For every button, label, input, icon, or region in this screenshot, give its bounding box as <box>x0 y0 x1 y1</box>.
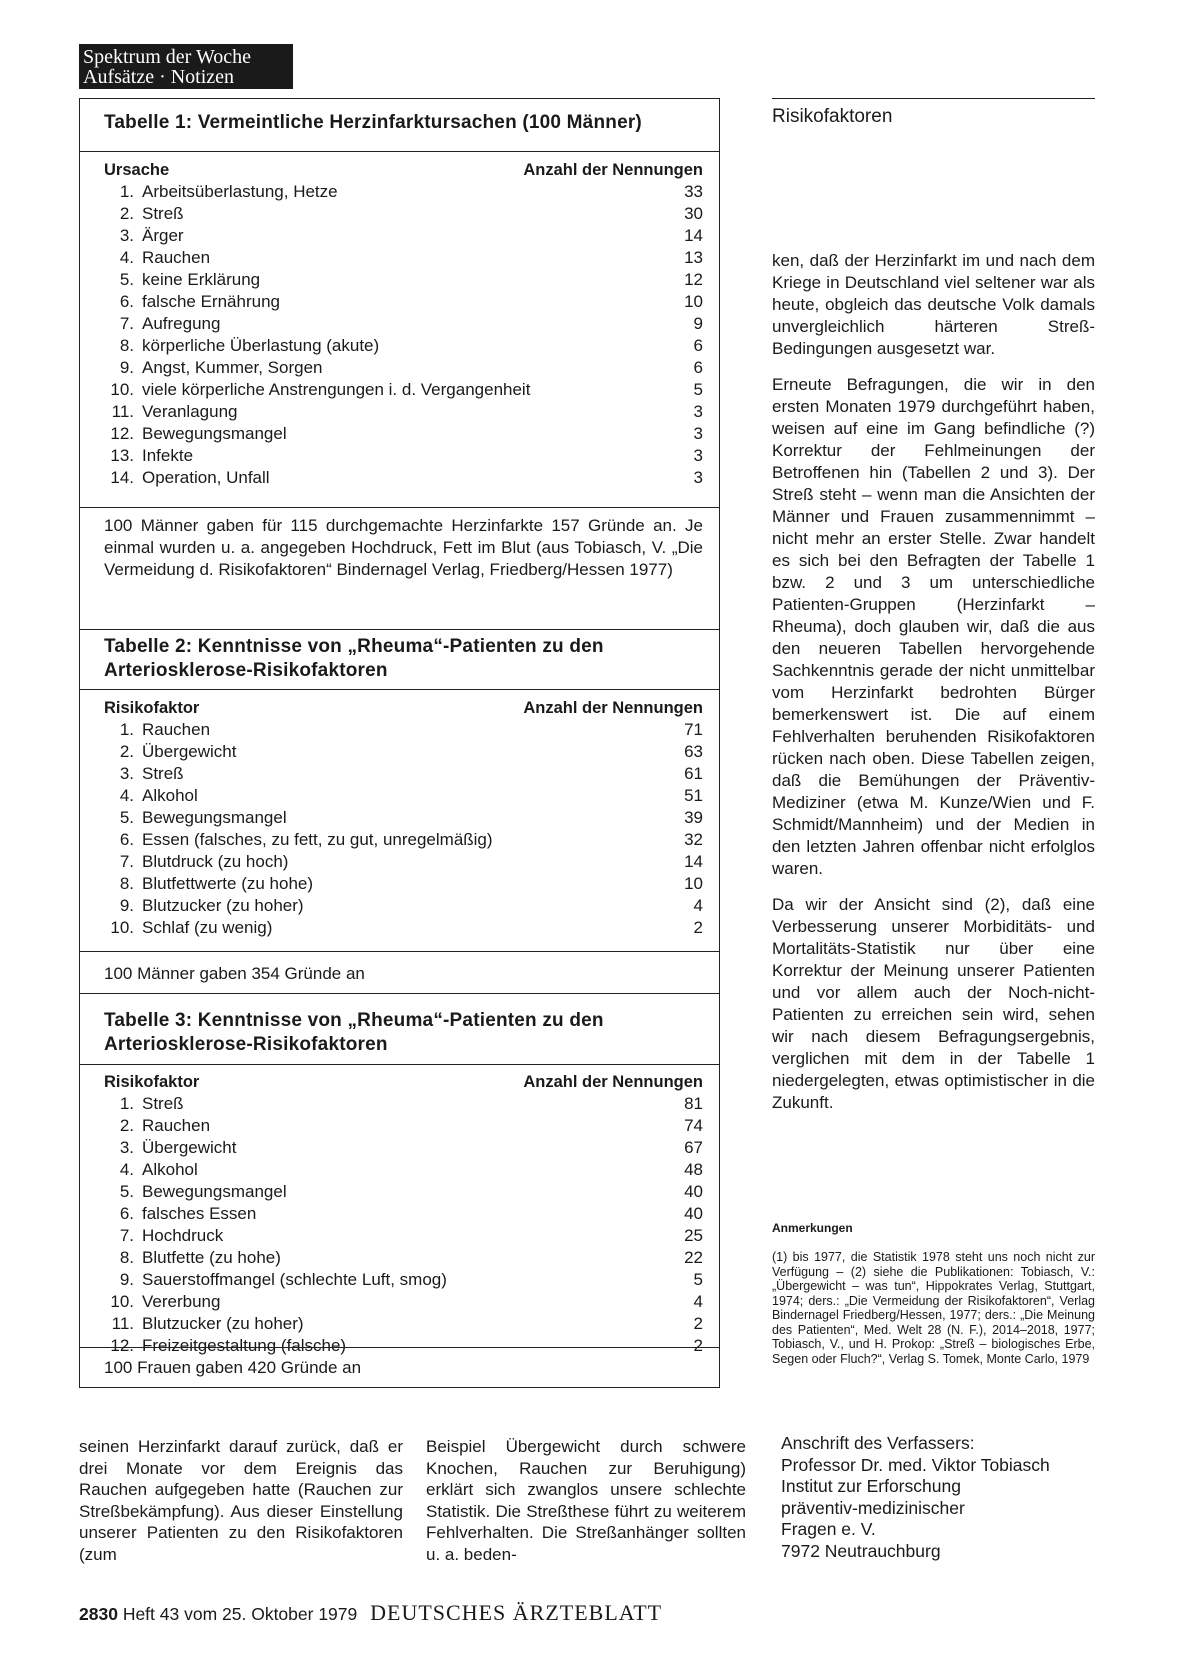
row-label: Blutzucker (zu hoher) <box>142 896 304 915</box>
row-label: falsches Essen <box>142 1204 257 1223</box>
row-number: 9. <box>119 1270 134 1289</box>
row-value: 40 <box>684 1182 703 1201</box>
row-label: Rauchen <box>142 1116 211 1135</box>
table-row <box>104 291 703 313</box>
row-number: 2. <box>119 742 134 761</box>
table-row <box>104 1291 703 1313</box>
table-row <box>104 269 703 291</box>
row-value: 22 <box>684 1248 703 1267</box>
row-label: Blutdruck (zu hoch) <box>142 852 289 871</box>
row-number: 7. <box>119 314 134 333</box>
row-value: 9 <box>693 314 703 333</box>
row-value: 12 <box>684 270 703 289</box>
row-label: Rauchen <box>142 720 211 739</box>
table2-title: Tabelle 2: Kenntnisse von „Rheuma“-Patienten zu den Arteriosklerose-Risikofaktoren <box>104 636 604 681</box>
right-paragraph-1: ken, daß der Herzinfarkt im und nach dem Kriege in Deutschland viel seltener war als heute, obgleich das deutsche Volk damals unvergleichlich härteren Streß-Bedingungen ausgesetzt war. <box>772 251 1095 358</box>
divider <box>80 993 719 994</box>
row-number: 8. <box>119 874 134 893</box>
row-value: 74 <box>684 1116 703 1135</box>
divider <box>80 1064 719 1065</box>
row-label: Freizeitgestaltung (falsche) <box>142 1336 347 1355</box>
right-paragraph-2: Erneute Befragungen, die wir in den ersten Monaten 1979 durchgeführt haben, weisen auf eine im Gang befindliche (?) Korrektur der Fehlmeinungen der Betroffenen hin (Tabellen 2 und 3). Der Streß steht – wenn man die Ansichten der Männer und Frauen zusammennimmt – nicht mehr an erster Stelle. Zwar handelt es sich bei den Befragten der Tabelle 1 bzw. 2 und 3 um unterschiedliche Patienten-Gruppen (Herzinfarkt – Rheuma), doch glauben wir, daß die aus den neueren Tabellen hervorgehende Sachkenntnis gerade der nicht unmittelbar vom Herzinfarkt bedrohten Bürger bemerkenswert ist. Die auf einem Fehlverhalten beruhenden Risikofaktoren rücken nach oben. Diese Tabellen zeigen, daß die Bemühungen der Präventiv-Mediziner (etwa M. Kunze/Wien und F. Schmidt/Mannheim) und der Medien in den letzten Jahren offenbar nicht erfolglos waren. <box>772 375 1095 878</box>
divider <box>80 629 719 630</box>
table-row <box>104 1247 703 1269</box>
row-label: Veranlagung <box>142 402 238 421</box>
row-value: 13 <box>684 248 703 267</box>
address-line: Institut zur Erforschung <box>781 1476 961 1496</box>
row-number: 2. <box>119 204 134 223</box>
table2-column-headers <box>104 699 703 718</box>
page-number: 2830 <box>79 1604 118 1624</box>
row-value: 5 <box>693 1270 703 1289</box>
row-number: 14. <box>110 468 134 487</box>
table-row <box>104 873 703 895</box>
row-value: 30 <box>684 204 703 223</box>
table-row <box>104 379 703 401</box>
table1-rows <box>104 181 703 489</box>
row-value: 14 <box>684 226 703 245</box>
row-label: Bewegungsmangel <box>142 424 287 443</box>
address-line: 7972 Neutrauchburg <box>781 1540 941 1561</box>
row-number: 5. <box>119 1182 134 1201</box>
tables-frame <box>79 98 720 1388</box>
row-value: 6 <box>693 336 703 355</box>
row-number: 4. <box>119 1160 134 1179</box>
divider <box>80 689 719 690</box>
row-number: 12. <box>110 1336 134 1355</box>
right-paragraph-3: Da wir der Ansicht sind (2), daß eine Verbesserung unserer Morbiditäts- und Mortalitäts-Statistik nur über eine Korrektur der Meinung unserer Patienten und vor allem auch der Noch-nicht-Patienten zu erreichen sein wird, sehen wir nach diesem Befragungsergebnis, verglichen mit dem in der Tabelle 1 niedergelegten, etwas optimistischer in die Zukunft. <box>772 895 1095 1112</box>
row-value: 51 <box>684 786 703 805</box>
table2-col-left: Risikofaktor <box>104 699 200 717</box>
row-value: 71 <box>684 720 703 739</box>
table-row <box>104 423 703 445</box>
row-number: 5. <box>119 808 134 827</box>
bottom-column-2: Beispiel Übergewicht durch schwere Knochen, Rauchen zur Beruhigung) erklärt sich zwanglos unsere schlechte Statistik. Die Streßthese führt zu weiterem Fehlverhalten. Die Streßanhänger sollten u. a. beden- <box>426 1437 746 1564</box>
table-row <box>104 1181 703 1203</box>
row-number: 10. <box>110 918 134 937</box>
row-label: Arbeitsüberlastung, Hetze <box>142 182 338 201</box>
row-label: Blutzucker (zu hoher) <box>142 1314 304 1333</box>
row-label: Sauerstoffmangel (schlechte Luft, smog) <box>142 1270 447 1289</box>
table1-column-headers <box>104 161 703 180</box>
table-row <box>104 1313 703 1335</box>
row-number: 1. <box>119 182 134 201</box>
row-value: 4 <box>693 896 703 915</box>
row-number: 11. <box>111 402 134 421</box>
row-label: Alkohol <box>142 1160 198 1179</box>
table-row <box>104 247 703 269</box>
row-label: Übergewicht <box>142 1138 237 1157</box>
row-number: 10. <box>110 1292 134 1311</box>
row-label: Vererbung <box>142 1292 221 1311</box>
row-number: 1. <box>119 1094 134 1113</box>
row-number: 11. <box>111 1314 134 1333</box>
row-number: 2. <box>119 1116 134 1135</box>
table-row <box>104 225 703 247</box>
table-row <box>104 313 703 335</box>
row-label: Hochdruck <box>142 1226 224 1245</box>
row-label: Rauchen <box>142 248 211 267</box>
row-value: 40 <box>684 1204 703 1223</box>
address-line: präventiv-medizinischer <box>781 1497 965 1518</box>
notes-title: Anmerkungen <box>772 1221 853 1235</box>
divider <box>80 951 719 952</box>
row-number: 8. <box>119 336 134 355</box>
row-label: Blutfettwerte (zu hohe) <box>142 874 314 893</box>
row-label: keine Erklärung <box>142 270 261 289</box>
row-value: 25 <box>684 1226 703 1245</box>
table-row <box>104 1269 703 1291</box>
table3-column-headers <box>104 1073 703 1092</box>
row-label: Ärger <box>142 226 184 245</box>
address-line: Professor Dr. med. Viktor Tobiasch <box>781 1454 1050 1475</box>
row-label: Operation, Unfall <box>142 468 270 487</box>
row-label: Bewegungsmangel <box>142 1182 287 1201</box>
table-row <box>104 1335 703 1357</box>
row-label: Blutfette (zu hohe) <box>142 1248 281 1267</box>
row-value: 2 <box>693 1336 703 1355</box>
table-row <box>104 1203 703 1225</box>
row-value: 81 <box>684 1094 703 1113</box>
row-value: 2 <box>693 918 703 937</box>
column-label: Risikofaktoren <box>772 106 893 127</box>
row-label: Streß <box>142 204 184 223</box>
row-value: 67 <box>684 1138 703 1157</box>
row-value: 3 <box>693 402 703 421</box>
address-line: Anschrift des Verfassers: <box>781 1433 975 1453</box>
table1-title: Tabelle 1: Vermeintliche Herzinfarktursachen (100 Männer) <box>104 112 642 133</box>
table1-col-right: Anzahl der Nennungen <box>523 161 703 179</box>
row-number: 6. <box>119 830 134 849</box>
row-number: 8. <box>119 1248 134 1267</box>
table3-rows <box>104 1093 703 1357</box>
row-number: 3. <box>119 1138 134 1157</box>
row-label: Angst, Kummer, Sorgen <box>142 358 323 377</box>
row-value: 5 <box>693 380 703 399</box>
row-label: Essen (falsches, zu fett, zu gut, unregelmäßig) <box>142 830 493 849</box>
row-label: Bewegungsmangel <box>142 808 287 827</box>
table-row <box>104 1159 703 1181</box>
table-row <box>104 1093 703 1115</box>
row-value: 33 <box>684 182 703 201</box>
row-number: 3. <box>119 764 134 783</box>
divider <box>80 1347 719 1348</box>
row-label: Alkohol <box>142 786 198 805</box>
row-label: Streß <box>142 764 184 783</box>
row-number: 6. <box>119 292 134 311</box>
table-row <box>104 357 703 379</box>
table-row <box>104 203 703 225</box>
row-value: 14 <box>684 852 703 871</box>
section-header-line1: Spektrum der Woche <box>83 46 251 68</box>
row-value: 2 <box>693 1314 703 1333</box>
divider <box>80 507 719 508</box>
row-number: 5. <box>119 270 134 289</box>
divider <box>80 151 719 152</box>
address-line: Fragen e. V. <box>781 1519 876 1539</box>
table-row <box>104 851 703 873</box>
row-label: falsche Ernährung <box>142 292 280 311</box>
table3-note: 100 Frauen gaben 420 Gründe an <box>104 1358 362 1377</box>
table-row <box>104 829 703 851</box>
table-row <box>104 741 703 763</box>
row-number: 10. <box>110 380 134 399</box>
table3-title: Tabelle 3: Kenntnisse von „Rheuma“-Patienten zu den Arteriosklerose-Risikofaktoren <box>104 1010 604 1055</box>
row-number: 4. <box>119 248 134 267</box>
table-row <box>104 1225 703 1247</box>
table-row <box>104 807 703 829</box>
table-row <box>104 895 703 917</box>
row-number: 9. <box>119 896 134 915</box>
row-value: 39 <box>684 808 703 827</box>
magazine-name: DEUTSCHES ÄRZTEBLATT <box>370 1600 663 1625</box>
notes-text: (1) bis 1977, die Statistik 1978 steht uns noch nicht zur Verfügung – (2) siehe die Publikationen: Tobiasch, V.: „Übergewicht – was tun“, Hippokrates Verlag, Stuttgart, 1974; ders.: „Die Vermeidung der Risikofaktoren“, Verlag Bindernagel Friedberg/Hessen, 1977; ders.: „Die Meinung des Patienten“, Med. Welt 28 (N. F.), 2014–2018, 1977; Tobiasch, V., und H. Prokop: „Streß – biologisches Erbe, Segen oder Fluch?“, Verlag S. Tomek, Monte Carlo, 1979 <box>772 1250 1095 1366</box>
row-number: 1. <box>119 720 134 739</box>
row-number: 7. <box>119 1226 134 1245</box>
issue-info: Heft 43 vom 25. Oktober 1979 <box>122 1604 358 1624</box>
row-label: körperliche Überlastung (akute) <box>142 336 380 355</box>
row-value: 4 <box>693 1292 703 1311</box>
table-row <box>104 785 703 807</box>
author-address <box>781 1433 1101 1562</box>
section-header-line2: Aufsätze · Notizen <box>83 66 235 88</box>
row-label: Infekte <box>142 446 194 465</box>
table1-col-left: Ursache <box>104 161 170 179</box>
table-row <box>104 917 703 939</box>
right-column-text <box>772 250 1095 1114</box>
table-row <box>104 1137 703 1159</box>
row-label: viele körperliche Anstrengungen i. d. Vergangenheit <box>142 380 531 399</box>
row-value: 61 <box>684 764 703 783</box>
row-number: 6. <box>119 1204 134 1223</box>
table-row <box>104 1115 703 1137</box>
table-row <box>104 335 703 357</box>
table-row <box>104 445 703 467</box>
table-row <box>104 719 703 741</box>
row-number: 12. <box>110 424 134 443</box>
row-value: 3 <box>693 446 703 465</box>
table3-col-right: Anzahl der Nennungen <box>523 1073 703 1091</box>
table-row <box>104 763 703 785</box>
row-label: Aufregung <box>142 314 221 333</box>
column-rule <box>772 98 1095 99</box>
table1-note: 100 Männer gaben für 115 durchgemachte Herzinfarkte 157 Gründe an. Je einmal wurden u. a. angegeben Hochdruck, Fett im Blut (aus Tobiasch, V. „Die Vermeidung d. Risikofaktoren“ Bindernagel Verlag, Friedberg/Hessen 1977) <box>104 516 703 579</box>
row-value: 32 <box>684 830 703 849</box>
row-number: 13. <box>110 446 134 465</box>
table-row <box>104 467 703 489</box>
table3-col-left: Risikofaktor <box>104 1073 200 1091</box>
row-value: 6 <box>693 358 703 377</box>
section-header <box>79 44 293 89</box>
page-footer <box>79 1600 662 1626</box>
row-label: Streß <box>142 1094 184 1113</box>
row-value: 63 <box>684 742 703 761</box>
row-label: Übergewicht <box>142 742 237 761</box>
row-value: 3 <box>693 424 703 443</box>
row-number: 9. <box>119 358 134 377</box>
row-number: 4. <box>119 786 134 805</box>
row-label: Schlaf (zu wenig) <box>142 918 273 937</box>
bottom-column-1: seinen Herzinfarkt darauf zurück, daß er drei Monate vor dem Ereignis das Rauchen aufgegeben hatte (Rauchen zur Streßbekämpfung). Aus dieser Einstellung unserer Patienten zu den Risikofaktoren (zum <box>79 1437 403 1564</box>
table2-rows <box>104 719 703 939</box>
row-value: 48 <box>684 1160 703 1179</box>
row-number: 3. <box>119 226 134 245</box>
row-number: 7. <box>119 852 134 871</box>
table-row <box>104 181 703 203</box>
row-value: 10 <box>684 292 703 311</box>
table-row <box>104 401 703 423</box>
table2-note: 100 Männer gaben 354 Gründe an <box>104 964 365 983</box>
row-value: 10 <box>684 874 703 893</box>
table2-col-right: Anzahl der Nennungen <box>523 699 703 717</box>
row-value: 3 <box>693 468 703 487</box>
